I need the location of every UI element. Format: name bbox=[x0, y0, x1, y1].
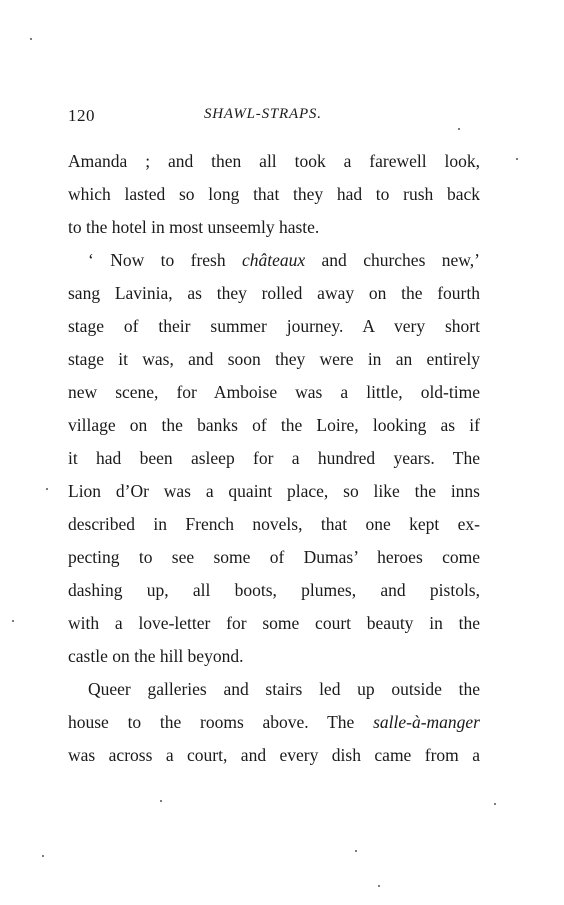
text-line: Amanda ; and then all took a farewell look, bbox=[68, 151, 480, 171]
text-line: Lion d’Or was a quaint place, so like the inns bbox=[68, 481, 480, 501]
italic-word: châteaux bbox=[241, 250, 306, 270]
running-head bbox=[68, 106, 484, 130]
scan-speck bbox=[46, 488, 48, 490]
text-line: with a love-letter for some court beauty in the bbox=[68, 613, 480, 633]
scan-speck bbox=[12, 620, 14, 622]
body-text bbox=[68, 145, 480, 772]
page-number: 120 bbox=[68, 106, 95, 125]
text-line: described in French novels, that one kept ex- bbox=[68, 514, 480, 534]
scan-speck bbox=[516, 158, 518, 160]
text-segment: house to the rooms above. The bbox=[68, 712, 374, 732]
text-line: it had been asleep for a hundred years. The bbox=[68, 448, 480, 468]
text-line: stage it was, and soon they were in an entirely bbox=[68, 349, 480, 369]
text-line: stage of their summer journey. A very short bbox=[68, 316, 480, 336]
text-line bbox=[68, 244, 480, 277]
text-line: new scene, for Amboise was a little, old-time bbox=[68, 382, 480, 402]
text-line: village on the banks of the Loire, looking as if bbox=[68, 415, 480, 435]
running-title: SHAWL-STRAPS. bbox=[204, 106, 322, 122]
scan-speck bbox=[30, 38, 32, 40]
text-line: which lasted so long that they had to rush back bbox=[68, 184, 480, 204]
text-line: castle on the hill beyond. bbox=[68, 646, 244, 666]
text-line: sang Lavinia, as they rolled away on the fourth bbox=[68, 283, 480, 303]
scan-speck bbox=[458, 128, 460, 130]
scan-speck bbox=[42, 855, 44, 857]
text-segment: ‘ Now to fresh bbox=[88, 250, 242, 270]
text-line: dashing up, all boots, plumes, and pistols, bbox=[68, 580, 480, 600]
scan-speck bbox=[355, 850, 357, 852]
scan-speck bbox=[378, 885, 380, 887]
text-segment: and churches new,’ bbox=[305, 250, 480, 270]
scan-speck bbox=[494, 803, 496, 805]
text-line: to the hotel in most unseemly haste. bbox=[68, 217, 320, 237]
text-line bbox=[68, 706, 480, 739]
text-line: was across a court, and every dish came from a bbox=[68, 745, 480, 765]
text-line: Queer galleries and stairs led up outside the bbox=[88, 679, 480, 699]
italic-word: salle-à-manger bbox=[373, 712, 480, 732]
text-line: pecting to see some of Dumas’ heroes come bbox=[68, 547, 480, 567]
scan-speck bbox=[160, 800, 162, 802]
